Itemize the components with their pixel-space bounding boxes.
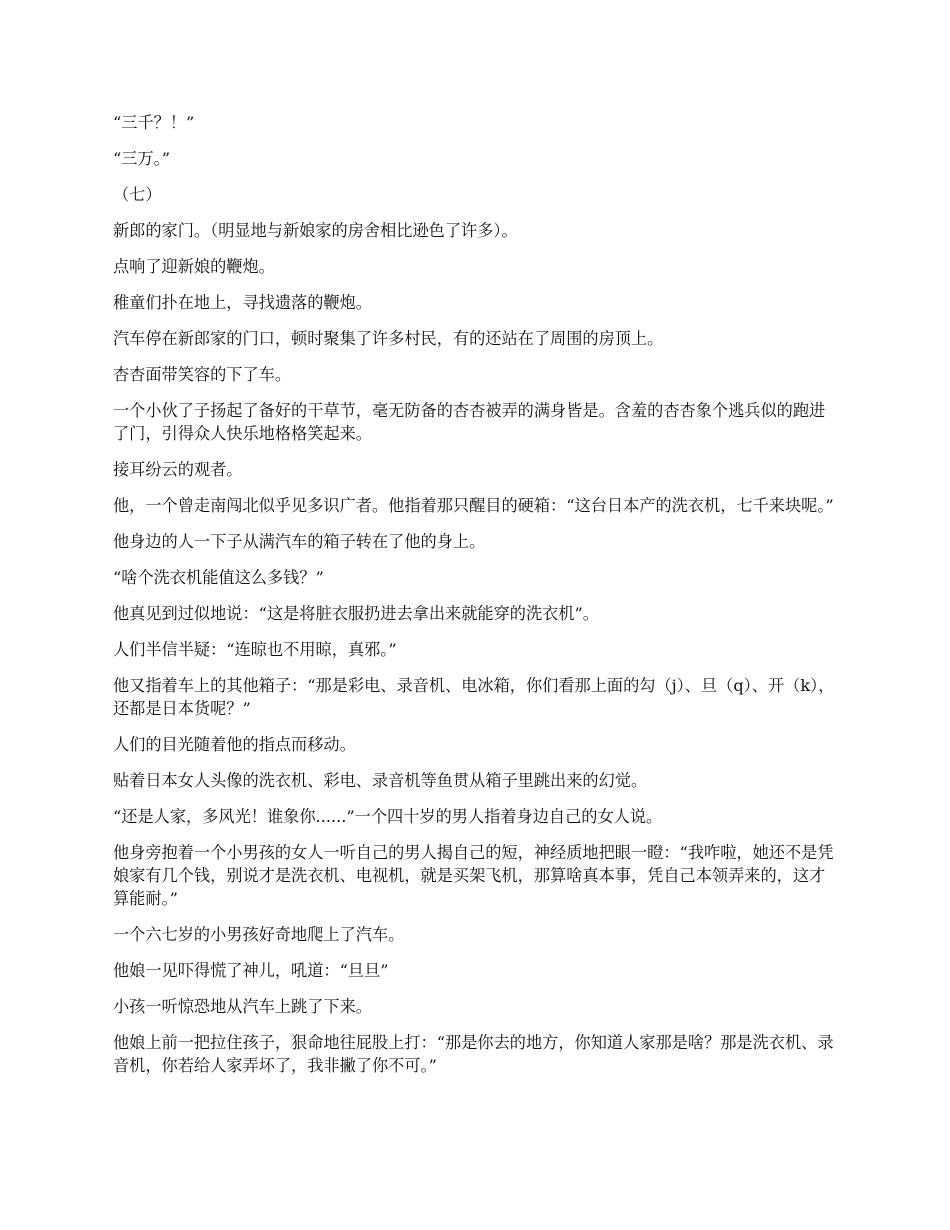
paragraph: 一个小伙了子扬起了备好的干草节，毫无防备的杏杏被弄的满身皆是。含羞的杏杏象个逃兵似的跑进了门，引得众人快乐地格格笑起来。 <box>113 401 826 443</box>
paragraph: 汽车停在新郎家的门口，顿时聚集了许多村民，有的还站在了周围的房顶上。 <box>113 329 664 348</box>
paragraph: 小孩一听惊恐地从汽车上跳了下来。 <box>113 997 372 1016</box>
paragraph: 贴着日本女人头像的洗衣机、彩电、录音机等鱼贯从箱子里跳出来的幻觉。 <box>113 771 648 790</box>
paragraph: 他身边的人一下子从满汽车的箱子转在了他的身上。 <box>113 532 486 551</box>
paragraph: 一个六七岁的小男孩好奇地爬上了汽车。 <box>113 925 405 944</box>
paragraph: 新郎的家门。（明显地与新娘家的房舍相比逊色了许多）。 <box>113 221 518 240</box>
paragraph: 稚童们扑在地上，寻找遗落的鞭炮。 <box>113 293 372 312</box>
paragraph: “还是人家，多风光！谁象你......”一个四十岁的男人指着身边自己的女人说。 <box>113 807 663 826</box>
paragraph: “三千？！” <box>113 113 195 132</box>
paragraph: 人们半信半疑：“连晾也不用晾，真邪。” <box>113 640 397 659</box>
document-body <box>113 111 840 1090</box>
paragraph: 他真见到过似地说：“这是将脏衣服扔进去拿出来就能穿的洗衣机”。 <box>113 604 599 623</box>
paragraph: 接耳纷云的观者。 <box>113 460 243 479</box>
paragraph: 他又指着车上的其他箱子：“那是彩电、录音机、电冰箱，你们看那上面的勾（j）、旦（q）、开（k），还都是日本货呢？” <box>113 676 835 718</box>
paragraph: 点响了迎新娘的鞭炮。 <box>113 257 275 276</box>
paragraph: 杏杏面带笑容的下了车。 <box>113 365 292 384</box>
paragraph: 人们的目光随着他的指点而移动。 <box>113 735 356 754</box>
paragraph: “啥个洗衣机能值这么多钱？” <box>113 568 324 587</box>
paragraph: 他娘上前一把拉住孩子，狠命地往屁股上打：“那是你去的地方，你知道人家那是啥？那是洗衣机、录音机，你若给人家弄坏了，我非撇了你不可。” <box>113 1033 834 1075</box>
paragraph: 他身旁抱着一个小男孩的女人一听自己的男人揭自己的短，神经质地把眼一瞪：“我咋啦，她还不是凭娘家有几个钱，别说才是洗衣机、电视机，就是买架飞机，那算啥真本事，凭自己本领弄来的，这才算能耐。” <box>113 843 834 908</box>
paragraph: 他娘一见吓得慌了神儿，吼道：“旦旦” <box>113 961 389 980</box>
section-heading: （七） <box>113 185 162 204</box>
paragraph: “三万。” <box>113 149 171 168</box>
paragraph: 他，一个曾走南闯北似乎见多识广者。他指着那只醒目的硬箱：“这台日本产的洗衣机，七千来块呢。” <box>113 496 834 515</box>
